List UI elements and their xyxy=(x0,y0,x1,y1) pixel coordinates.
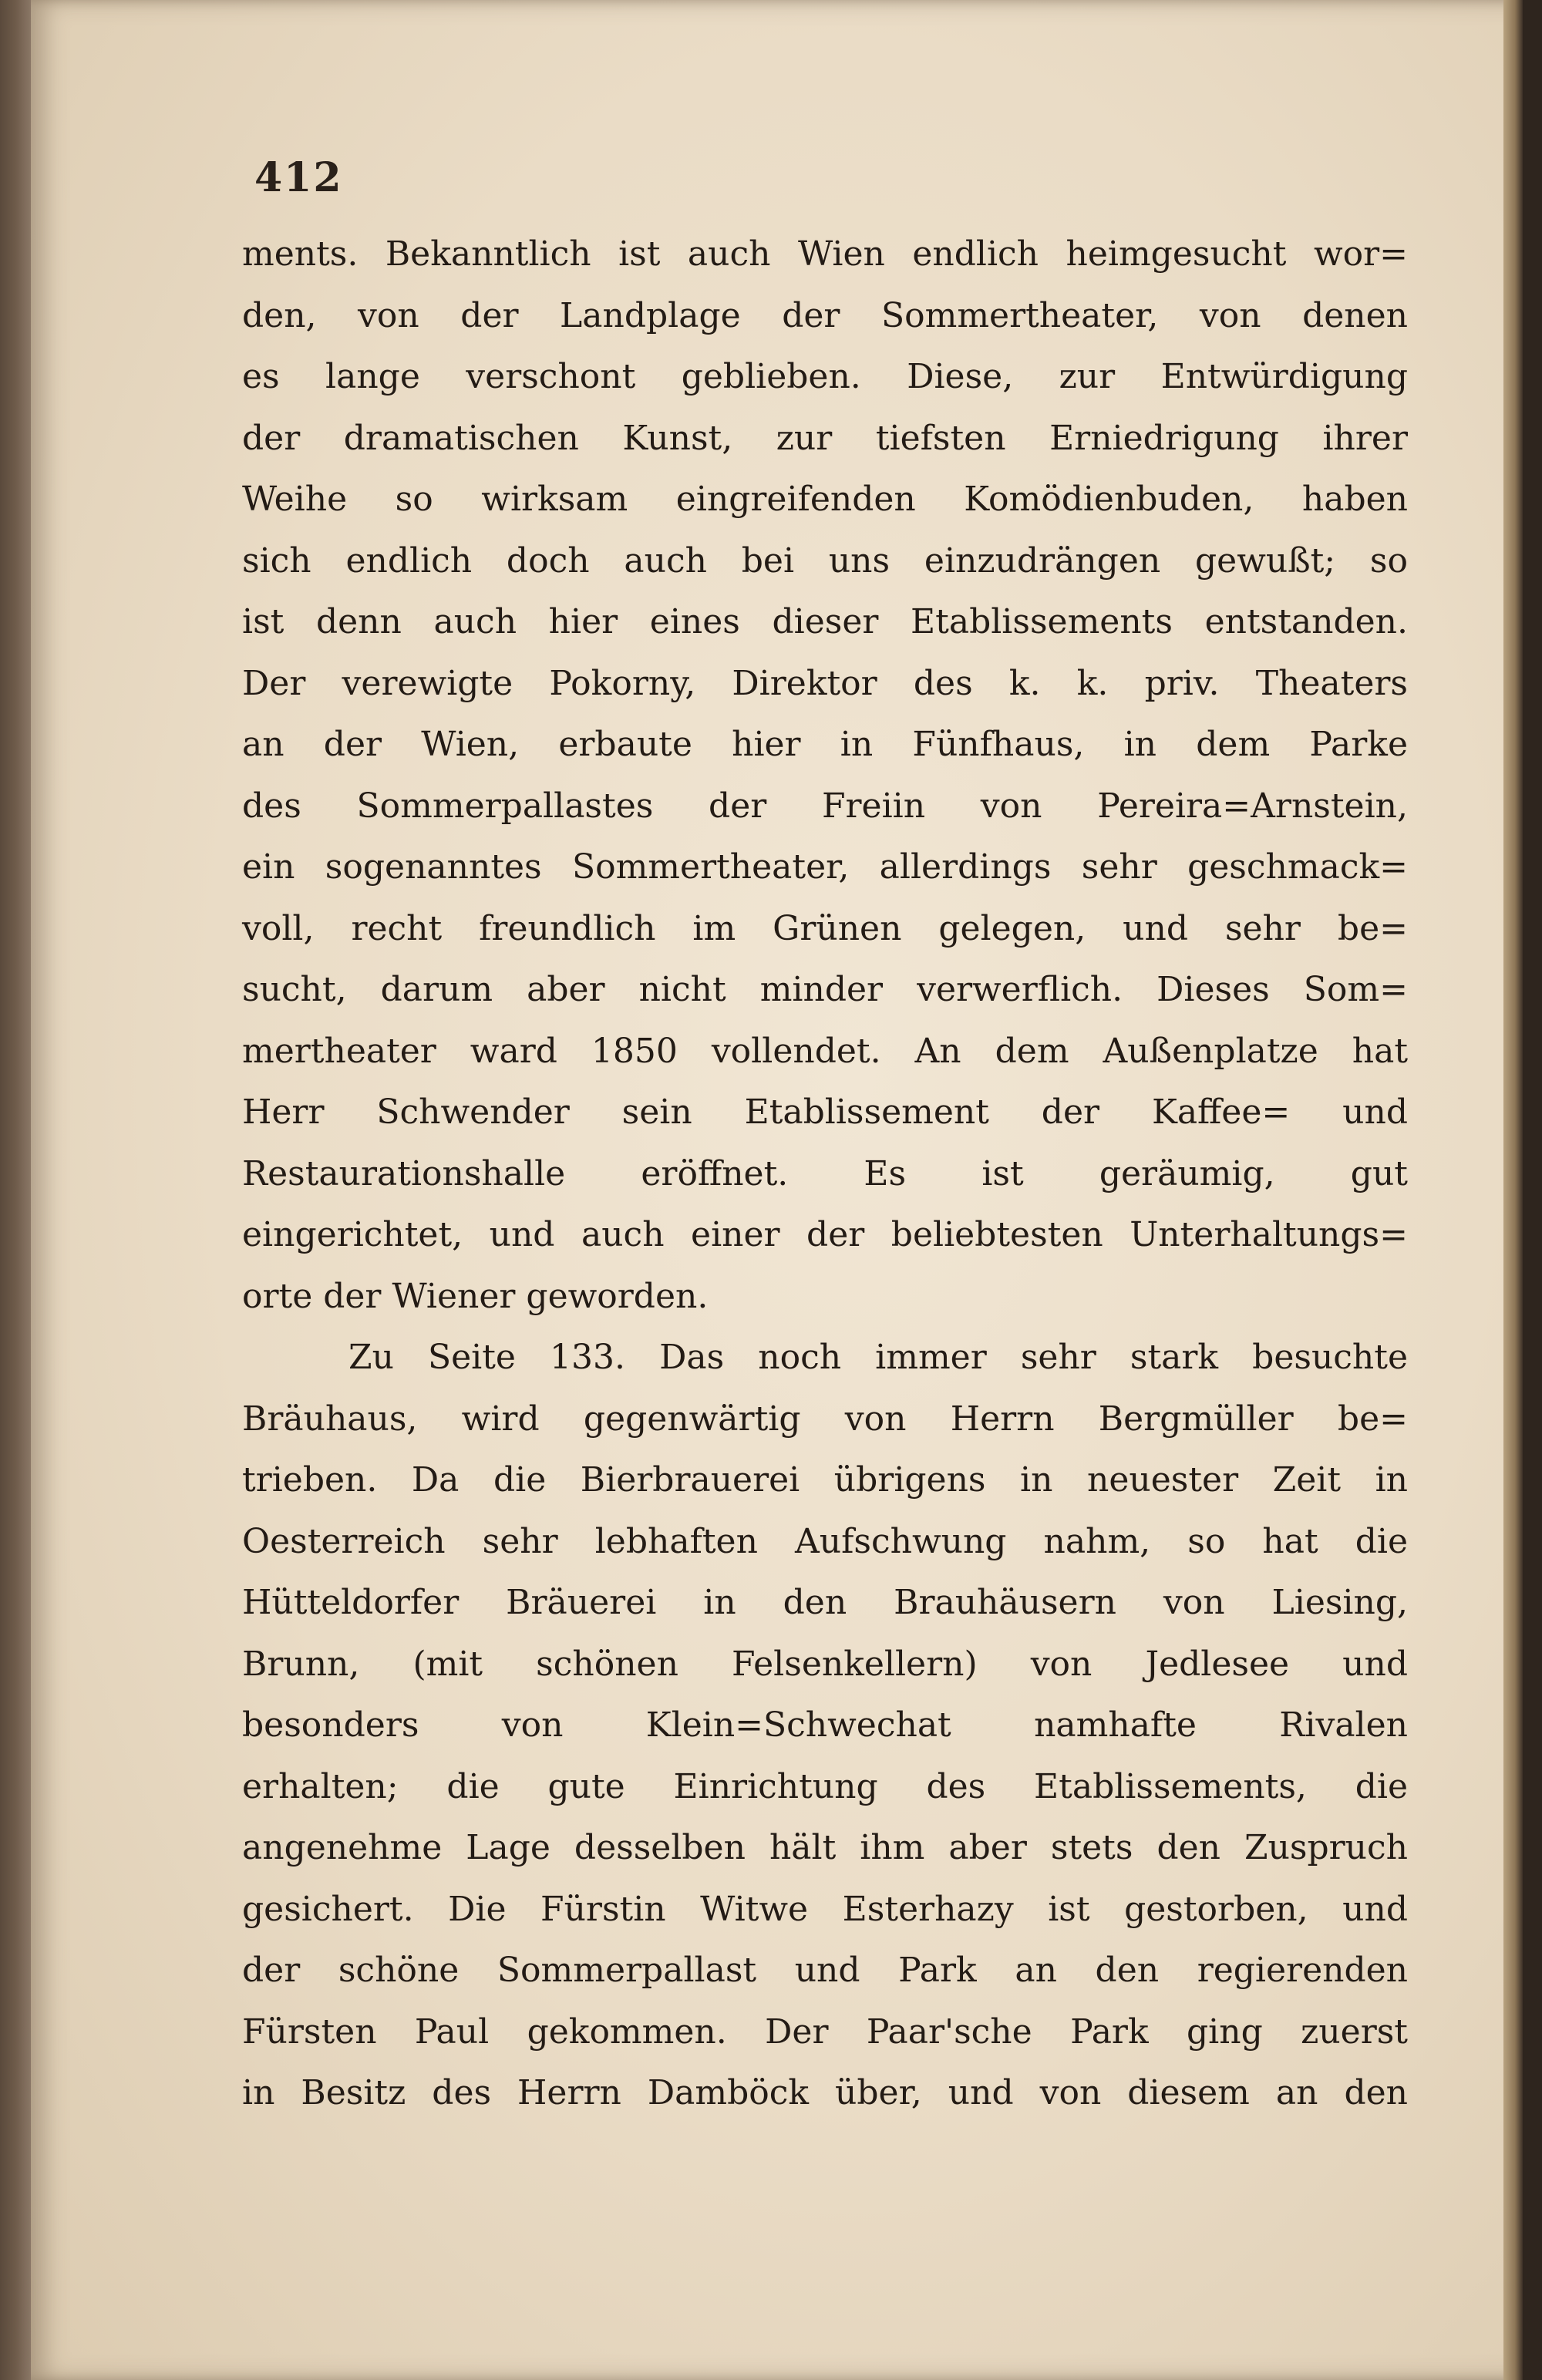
page-edge xyxy=(1503,0,1523,2380)
text-line: gesichert. Die Fürstin Witwe Esterhazy ist gestorben, und xyxy=(242,1889,1408,1929)
text-line: den, von der Landplage der Sommertheater, von denen xyxy=(242,295,1408,335)
text-line: orte der Wiener geworden. xyxy=(242,1276,709,1316)
text-line: Brunn, (mit schönen Felsenkellern) von Jedlesee und xyxy=(242,1644,1408,1684)
text-line: Bräuhaus, wird gegenwärtig von Herrn Bergmüller be= xyxy=(242,1399,1408,1439)
text-line: erhalten; die gute Einrichtung des Etablissements, die xyxy=(242,1766,1408,1806)
text-line: des Sommerpallastes der Freiin von Pereira=Arnstein, xyxy=(242,786,1408,826)
text-line: mertheater ward 1850 vollendet. An dem Außenplatze hat xyxy=(242,1031,1408,1071)
text-line: ist denn auch hier eines dieser Etablissements entstanden. xyxy=(242,602,1408,641)
text-line: Der verewigte Pokorny, Direktor des k. k. priv. Theaters xyxy=(242,663,1408,703)
text-line: trieben. Da die Bierbrauerei übrigens in neuester Zeit in xyxy=(242,1460,1408,1500)
text-line: besonders von Klein=Schwechat namhafte Rivalen xyxy=(242,1705,1408,1745)
text-line: angenehme Lage desselben hält ihm aber stets den Zuspruch xyxy=(242,1828,1408,1867)
text-line: Herr Schwender sein Etablissement der Kaffee= und xyxy=(242,1092,1408,1132)
text-line: ments. Bekanntlich ist auch Wien endlich heimgesucht wor= xyxy=(242,234,1408,274)
text-line: es lange verschont geblieben. Diese, zur Entwürdigung xyxy=(242,357,1408,396)
text-line: Restaurationshalle eröffnet. Es ist geräumig, gut xyxy=(242,1153,1408,1193)
text-line: der schöne Sommerpallast und Park an den regierenden xyxy=(242,1951,1408,1990)
text-line: Weihe so wirksam eingreifenden Komödienbuden, haben xyxy=(242,480,1408,519)
text-line: in Besitz des Herrn Damböck über, und von diesem an den xyxy=(242,2073,1408,2112)
text-line: Zu Seite 133. Das noch immer sehr stark besuchte xyxy=(348,1338,1408,1377)
text-line: eingerichtet, und auch einer der beliebtesten Unterhaltungs= xyxy=(242,1215,1408,1254)
text-line: voll, recht freundlich im Grünen gelegen, und sehr be= xyxy=(242,908,1408,948)
text-line: Hütteldorfer Bräuerei in den Brauhäusern von Liesing, xyxy=(242,1583,1408,1622)
text-line: Fürsten Paul gekommen. Der Paar'sche Park ging zuerst xyxy=(242,2011,1408,2052)
text-line: der dramatischen Kunst, zur tiefsten Erniedrigung ihrer xyxy=(242,418,1408,458)
page-number: 412 xyxy=(254,154,343,201)
book-spine xyxy=(0,0,31,2380)
text-line: sucht, darum aber nicht minder verwerflich. Dieses Som= xyxy=(242,970,1408,1009)
text-line: ein sogenanntes Sommertheater, allerdings sehr geschmack= xyxy=(242,847,1408,887)
text-block xyxy=(242,224,1408,2124)
text-line: sich endlich doch auch bei uns einzudrängen gewußt; so xyxy=(242,540,1408,581)
text-line: an der Wien, erbaute hier in Fünfhaus, in dem Parke xyxy=(242,725,1408,764)
text-line: Oesterreich sehr lebhaften Aufschwung nahm, so hat die xyxy=(242,1521,1408,1561)
